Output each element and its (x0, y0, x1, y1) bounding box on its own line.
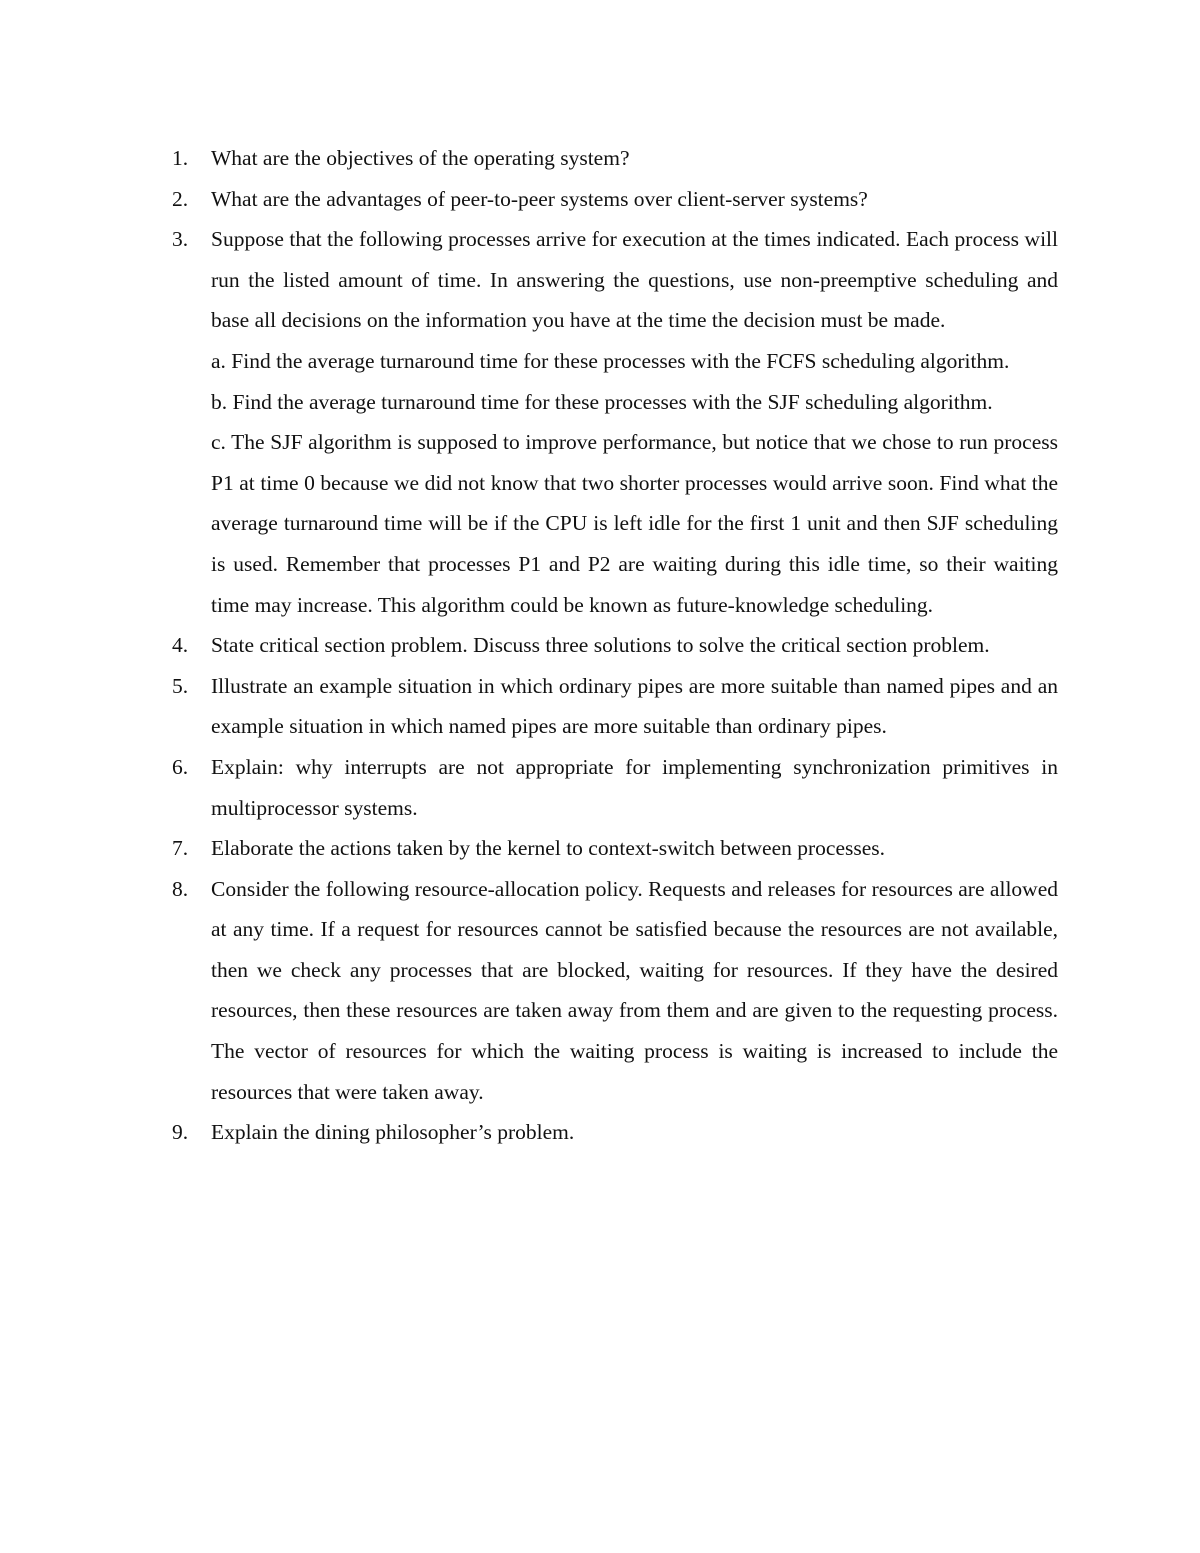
question-9 (172, 1112, 1058, 1153)
question-number: 3. (172, 227, 189, 252)
question-8 (172, 869, 1058, 1113)
question-2 (172, 179, 1058, 220)
question-text: What are the advantages of peer-to-peer systems over client-server systems? (211, 186, 868, 211)
question-text: State critical section problem. Discuss three solutions to solve the critical section problem. (211, 633, 990, 658)
question-number: 9. (172, 1120, 189, 1145)
question-text: Explain the dining philosopher’s problem. (211, 1120, 575, 1145)
question-number: 8. (172, 876, 189, 901)
question-text: Illustrate an example situation in which ordinary pipes are more suitable than named pipes and an example situation in which named pipes are more suitable than ordinary pipes. (211, 673, 1058, 739)
question-3 (172, 219, 1058, 625)
question-3-part-c: c. The SJF algorithm is supposed to improve performance, but notice that we chose to run process P1 at time 0 because we did not know that two shorter processes would arrive soon. Find what the average turnaround time will be if the CPU is left idle for the first 1 unit and then SJF scheduling is used. Remember that processes P1 and P2 are waiting during this idle time, so their waiting time may increase. This algorithm could be known as future-knowledge scheduling. (211, 430, 1058, 617)
question-3-part-b: b. Find the average turnaround time for these processes with the SJF scheduling algorithm. (211, 389, 993, 414)
question-number: 5. (172, 673, 189, 698)
question-4 (172, 625, 1058, 666)
question-text: Consider the following resource-allocation policy. Requests and releases for resources are allowed at any time. If a request for resources cannot be satisfied because the resources are not available, then we check any processes that are blocked, waiting for resources. If they have the desired resources, then these resources are taken away from them and are given to the requesting process. The vector of resources for which the waiting process is waiting is increased to include the resources that were taken away. (211, 876, 1058, 1104)
question-number: 2. (172, 186, 189, 211)
question-number: 7. (172, 836, 189, 861)
question-1 (172, 138, 1058, 179)
question-3-part-a: a. Find the average turnaround time for these processes with the FCFS scheduling algorithm. (211, 348, 1010, 373)
question-text: Suppose that the following processes arrive for execution at the times indicated. Each process will run the listed amount of time. In answering the questions, use non-preemptive scheduling and base all decisions on the information you have at the time the decision must be made. (211, 227, 1058, 333)
question-text: What are the objectives of the operating system? (211, 146, 630, 170)
question-7 (172, 828, 1058, 869)
question-text: Elaborate the actions taken by the kernel to context-switch between processes. (211, 836, 886, 861)
question-6 (172, 747, 1058, 828)
question-5 (172, 666, 1058, 747)
question-number: 1. (172, 146, 189, 170)
question-text: Explain: why interrupts are not appropriate for implementing synchronization primitives in multiprocessor systems. (211, 754, 1058, 820)
question-number: 6. (172, 754, 189, 779)
question-list (172, 138, 1058, 1153)
question-number: 4. (172, 633, 189, 658)
